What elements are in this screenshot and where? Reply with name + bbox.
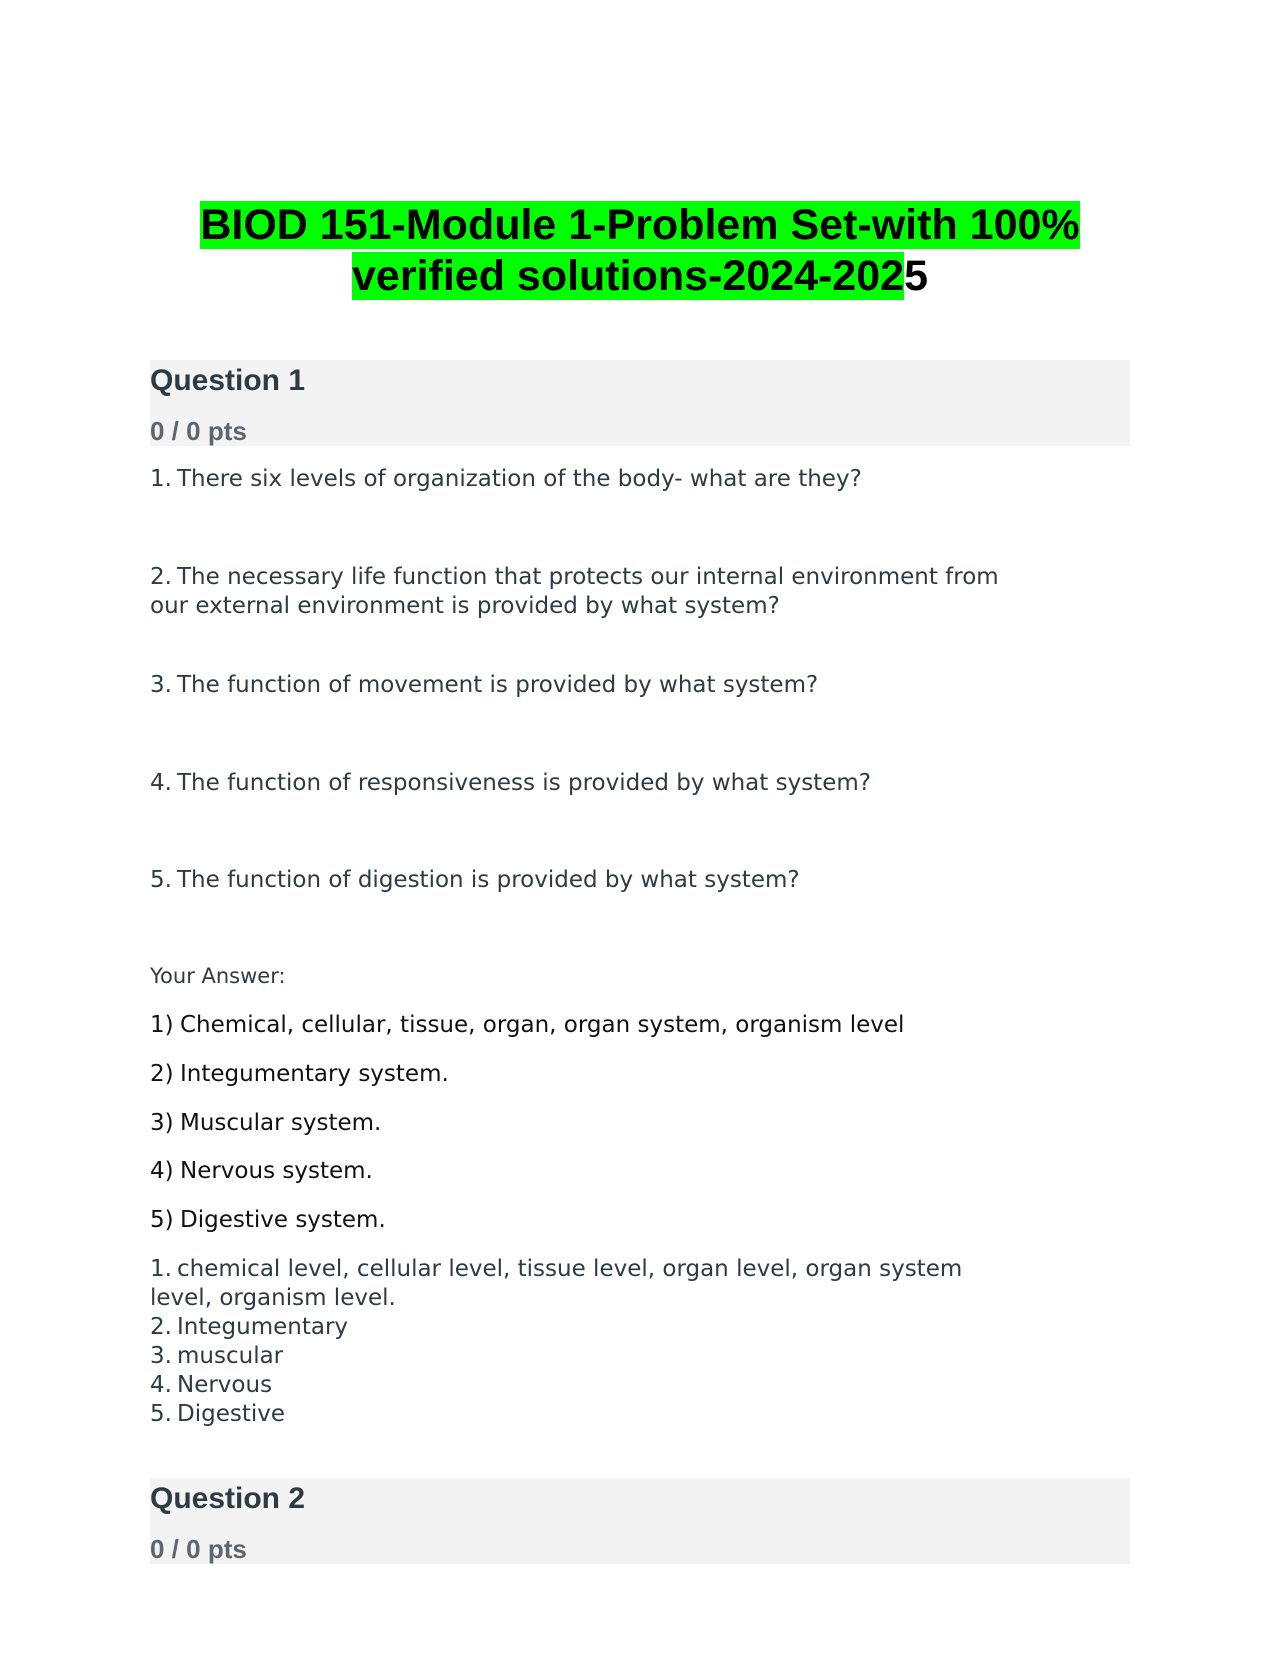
answer-1: 1) Chemical, cellular, tissue, organ, organ system, organism level (150, 1012, 905, 1038)
question-2-title: Question 2 (150, 1482, 306, 1515)
solution-1: 1. chemical level, cellular level, tissue level, organ level, organ system (150, 1256, 963, 1282)
prompt-3: 3. The function of movement is provided by what system? (150, 672, 819, 698)
question-1-header (150, 360, 1130, 446)
solution-1-cont: level, organism level. (150, 1285, 396, 1311)
answer-3: 3) Muscular system. (150, 1110, 382, 1136)
prompt-5: 5. The function of digestion is provided by what system? (150, 867, 800, 893)
solutions-list (150, 1255, 962, 1429)
your-answer-label: Your Answer: (150, 964, 286, 988)
solution-2: 2. Integumentary (150, 1314, 349, 1340)
solution-4: 4. Nervous (150, 1372, 273, 1398)
solution-3: 3. muscular (150, 1343, 284, 1369)
document-title (150, 200, 1130, 302)
title-line-1: BIOD 151-Module 1-Problem Set-with 100% (200, 201, 1080, 249)
prompt-1: 1. There six levels of organization of the body- what are they? (150, 466, 862, 492)
solution-5: 5. Digestive (150, 1401, 286, 1427)
question-1-points: 0 / 0 pts (150, 416, 247, 446)
answer-2: 2) Integumentary system. (150, 1061, 449, 1087)
answer-5: 5) Digestive system. (150, 1207, 386, 1233)
prompt-2: 2. The necessary life function that protects our internal environment from our external environment is provided by what system? (150, 564, 999, 619)
prompt-4: 4. The function of responsiveness is provided by what system? (150, 770, 871, 796)
question-1-title: Question 1 (150, 364, 306, 397)
question-2-header (150, 1478, 1130, 1564)
question-2-points: 0 / 0 pts (150, 1534, 247, 1564)
title-line-2-highlighted: verified solutions-2024-202 (352, 252, 905, 300)
title-line-2-plain: 5 (904, 252, 928, 300)
answer-4: 4) Nervous system. (150, 1158, 373, 1184)
